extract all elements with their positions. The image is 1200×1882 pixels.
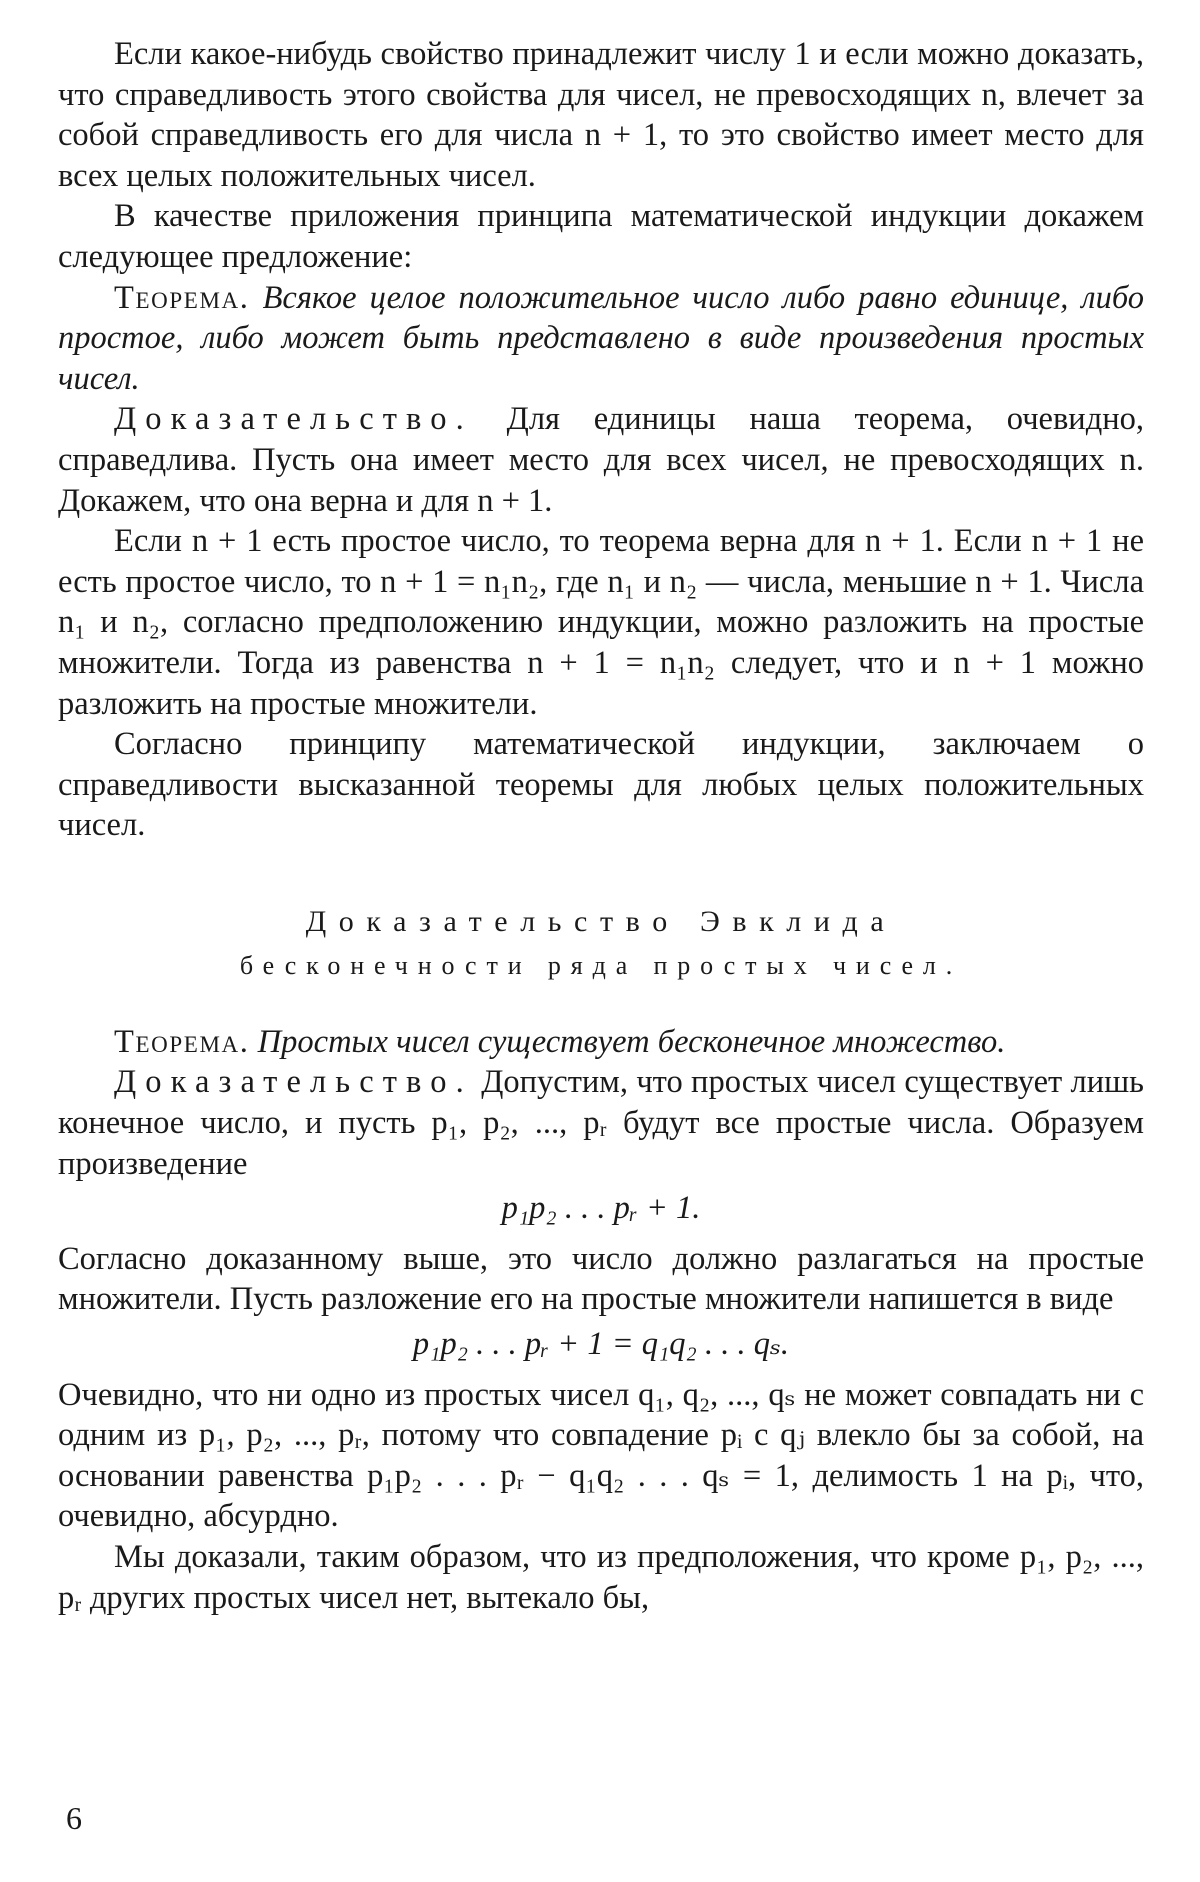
theorem-text: Простых чисел существует бесконечное множество. — [257, 1023, 1006, 1060]
proof-infinite-primes — [58, 1062, 1144, 1184]
section-heading — [58, 900, 1144, 988]
paragraph-conclusion: Согласно принципу математической индукции, заключаем о справедливости высказанной теоремы для любых целых положительных чисел. — [58, 726, 1144, 844]
section-heading-line1: Доказательство Эвклида — [305, 904, 897, 938]
proof-factorization — [58, 399, 1144, 521]
proof-label: Доказательство. — [114, 401, 473, 438]
page-number: 6 — [66, 1800, 82, 1836]
paragraph-prime-case: Если n + 1 есть простое число, то теорема верна для n + 1. Если n + 1 не есть простое число, то n + 1 = n₁n₂, где n₁ и n₂ — числа, меньшие n + 1. Числа n₁ и n₂, согласно предположению индукции, можно разложить на простые множители. Тогда из равенства n + 1 = n₁n₂ следует, что и n + 1 можно разложить на простые множители. — [58, 523, 1144, 722]
section-heading-line2: бесконечности ряда простых чисел. — [239, 950, 963, 980]
paragraph-contradiction: Очевидно, что ни одно из простых чисел q₁, q₂, ..., qₛ не может совпадать ни с одним из p₁, p₂, ..., pᵣ, потому что совпадение pᵢ с qⱼ влекло бы за собой, на основании равенства p₁p₂ . . . pᵣ − q₁q₂ . . . qₛ = 1, делимость 1 на pᵢ, что, очевидно, абсурдно. — [58, 1376, 1144, 1535]
theorem-text: Всякое целое положительное число либо равно единице, либо простое, либо может быть представлено в виде произведения простых чисел. — [58, 279, 1144, 397]
theorem-factorization — [58, 278, 1144, 400]
paragraph-application: В качестве приложения принципа математической индукции докажем следующее предложение: — [58, 198, 1144, 275]
paragraph-induction-principle: Если какое-нибудь свойство принадлежит числу 1 и если можно доказать, что справедливость этого свойства для чисел, не превосходящих n, влечет за собой справедливость его для числа n + 1, то это свойство имеет место для всех целых положительных чисел. — [58, 36, 1144, 194]
proof-text: Допустим, что простых чисел существует лишь конечное число, и пусть p₁, p₂, ..., pᵣ будут все простые числа. Образуем произведение — [58, 1064, 1145, 1182]
paragraph-final: Мы доказали, таким образом, что из предположения, что кроме p₁, p₂, ..., pᵣ других простых чисел нет, вытекало бы, — [58, 1539, 1144, 1616]
theorem-infinite-primes — [58, 1022, 1144, 1063]
paragraph-factor: Согласно доказанному выше, это число должно разлагаться на простые множители. Пусть разложение его на простые множители напишется в виде — [58, 1240, 1144, 1318]
proof-label: Доказательство. — [114, 1064, 473, 1101]
theorem-label: Теорема. — [114, 1023, 250, 1060]
proof-text: Для единицы наша теорема, очевидно, справедлива. Пусть она имеет место для всех чисел, не превосходящих n. Докажем, что она верна и для n + 1. — [58, 401, 1145, 519]
theorem-label: Теорема. — [114, 279, 250, 316]
formula-product: p₁p₂ . . . pᵣ + 1. — [501, 1190, 701, 1227]
formula-equation: p₁p₂ . . . pᵣ + 1 = q₁q₂ . . . qₛ. — [412, 1326, 790, 1363]
page-body — [58, 34, 1144, 1618]
